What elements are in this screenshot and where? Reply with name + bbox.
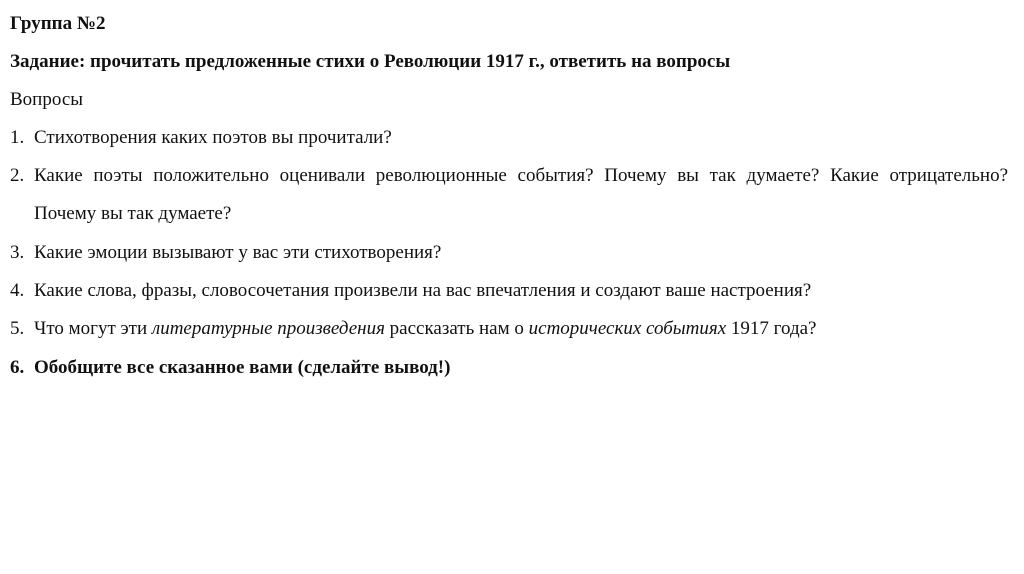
question-text-italic: литературные произведения [151,318,385,339]
question-text: Какие слова, фразы, словосочетания произвели на вас впечатления и создают ваше настроения? [34,280,812,301]
question-text: Стихотворения каких поэтов вы прочитали? [34,127,392,148]
task-text: Задание: прочитать предложенные стихи о Революции 1917 г., ответить на вопросы [10,51,731,72]
group-title: Группа №2 [10,13,106,34]
question-text: Обобщите все сказанное вами (сделайте вывод!) [34,357,451,378]
question-number: 1. [10,127,25,148]
questions-heading: Вопросы [10,89,84,110]
question-3 [10,242,1008,264]
question-text: Какие поэты положительно оценивали революционные события? Почему вы так думаете? Какие отрицательно? Почему вы так думаете? [34,165,1008,224]
question-6 [10,357,1008,379]
question-2 [10,165,1008,233]
question-text-part: 1917 года? [726,318,817,339]
question-number: 3. [10,242,25,263]
question-number: 4. [10,280,25,301]
question-5 [10,318,1008,340]
question-1 [10,127,1008,149]
question-text [34,318,1008,340]
question-number: 5. [10,318,25,339]
question-text-part: рассказать нам о [384,318,529,339]
question-text-italic: исторических событиях [528,318,727,339]
question-4 [10,280,1008,302]
question-number: 6. [10,357,25,378]
question-text: Какие эмоции вызывают у вас эти стихотворения? [34,242,442,263]
question-text-part: Что могут эти [34,318,152,339]
question-number: 2. [10,165,25,186]
